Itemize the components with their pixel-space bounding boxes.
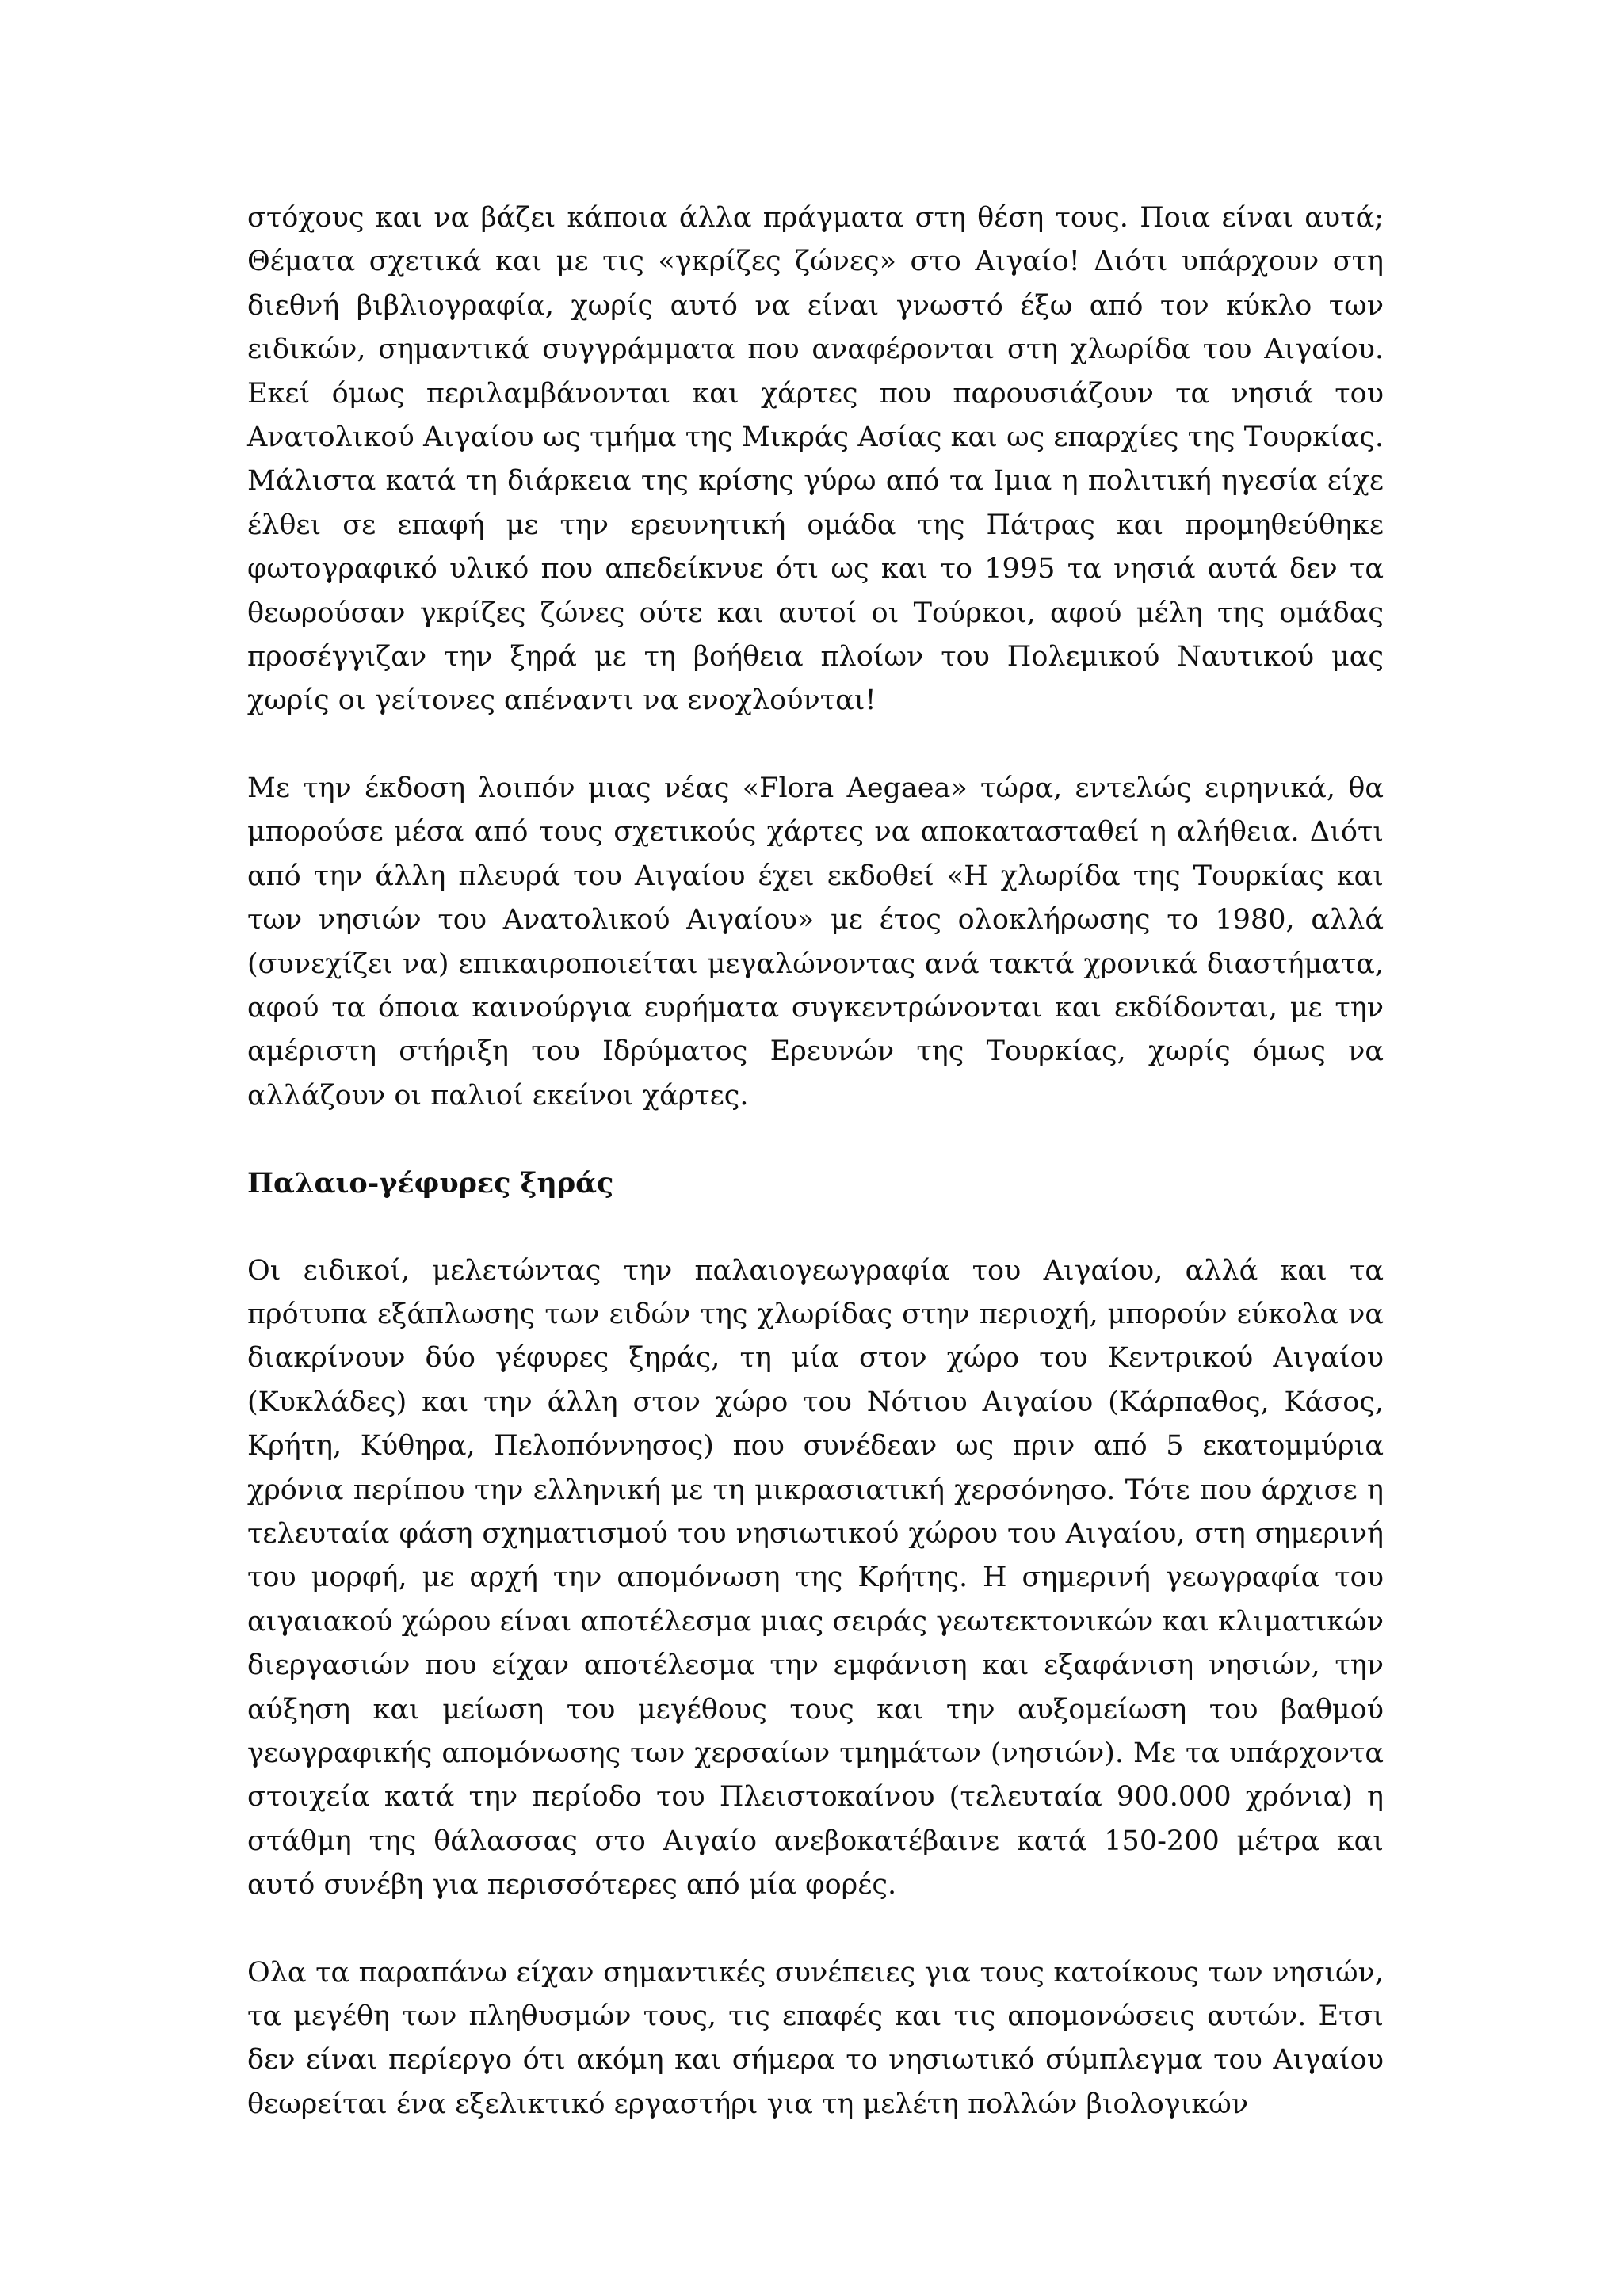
paragraph: Οι ειδικοί, μελετώντας την παλαιογεωγραφία του Αιγαίου, αλλά και τα πρότυπα εξάπλωσης των ειδών της χλωρίδας στην περιοχή, μπορούν εύκολα να διακρίνουν δύο γέφυρες ξηράς, τη μία στον χώρο του Κεντρικού Αιγαίου (Κυκλάδες) και την άλλη στον χώρο του Νότιου Αιγαίου (Κάρπαθος, Κάσος, Κρήτη, Κύθηρα, Πελοπόννησος) που συνέδεαν ως πριν από 5 εκατομμύρια χρόνια περίπου την ελληνική με τη μικρασιατική χερσόνησο. Τότε που άρχισε η τελευταία φάση σχηματισμού του νησιωτικού χώρου του Αιγαίου, στη σημερινή του μορφή, με αρχή την απομόνωση της Κρήτης. Η σημερινή γεωγραφία του αιγαιακού χώρου είναι αποτέλεσμα μιας σειράς γεωτεκτονικών και κλιματικών διεργασιών που είχαν αποτέλεσμα την εμφάνιση και εξαφάνιση νησιών, την αύξηση και μείωση του μεγέθους τους και την αυξομείωση του βαθμού γεωγραφικής απομόνωσης των χερσαίων τμημάτων (νησιών). Με τα υπάρχοντα στοιχεία κατά την περίοδο του Πλειστοκαίνου (τελευταία 900.000 χρόνια) η στάθμη της θάλασσας στο Αιγαίο ανεβοκατέβαινε κατά 150-200 μέτρα και αυτό συνέβη για περισσότερες από μία φορές. bbox=[247, 1254, 1384, 1901]
paragraph: Με την έκδοση λοιπόν μιας νέας «Flora Aegaea» τώρα, εντελώς ειρηνικά, θα μπορούσε μέσα από τους σχετικούς χάρτες να αποκατασταθεί η αλήθεια. Διότι από την άλλη πλευρά του Αιγαίου έχει εκδοθεί «Η χλωρίδα της Τουρκίας και των νησιών του Ανατολικού Αιγαίου» με έτος ολοκλήρωσης το 1980, αλλά (συνεχίζει να) επικαιροποιείται μεγαλώνοντας ανά τακτά χρονικά διαστήματα, αφού τα όποια καινούργια ευρήματα συγκεντρώνονται και εκδίδονται, με την αμέριστη στήριξη του Ιδρύματος Ερευνών της Τουρκίας, χωρίς όμως να αλλάζουν οι παλιοί εκείνοι χάρτες. bbox=[247, 772, 1384, 1112]
paragraph: Ολα τα παραπάνω είχαν σημαντικές συνέπειες για τους κατοίκους των νησιών, τα μεγέθη των πληθυσμών τους, τις επαφές και τις απομονώσεις αυτών. Ετσι δεν είναι περίεργο ότι ακόμη και σήμερα το νησιωτικό σύμπλεγμα του Αιγαίου θεωρείται ένα εξελικτικό εργαστήρι για τη μελέτη πολλών βιολογικών bbox=[247, 1956, 1384, 2120]
section-heading: Παλαιο-γέφυρες ξηράς bbox=[247, 1167, 614, 1200]
document-page bbox=[247, 196, 1384, 2126]
paragraph: στόχους και να βάζει κάποια άλλα πράγματα στη θέση τους. Ποια είναι αυτά; Θέματα σχετικά και με τις «γκρίζες ζώνες» στο Αιγαίο! Διότι υπάρχουν στη διεθνή βιβλιογραφία, χωρίς αυτό να είναι γνωστό έξω από τον κύκλο των ειδικών, σημαντικά συγγράμματα που αναφέρονται στη χλωρίδα του Αιγαίου. Εκεί όμως περιλαμβάνονται και χάρτες που παρουσιάζουν τα νησιά του Ανατολικού Αιγαίου ως τμήμα της Μικράς Ασίας και ως επαρχίες της Τουρκίας. Μάλιστα κατά τη διάρκεια της κρίσης γύρω από τα Ιμια η πολιτική ηγεσία είχε έλθει σε επαφή με την ερευνητική ομάδα της Πάτρας και προμηθεύθηκε φωτογραφικό υλικό που απεδείκνυε ότι ως και το 1995 τα νησιά αυτά δεν τα θεωρούσαν γκρίζες ζώνες ούτε και αυτοί οι Τούρκοι, αφού μέλη της ομάδας προσέγγιζαν την ξηρά με τη βοήθεια πλοίων του Πολεμικού Ναυτικού μας χωρίς οι γείτονες απέναντι να ενοχλούνται! bbox=[247, 202, 1384, 717]
